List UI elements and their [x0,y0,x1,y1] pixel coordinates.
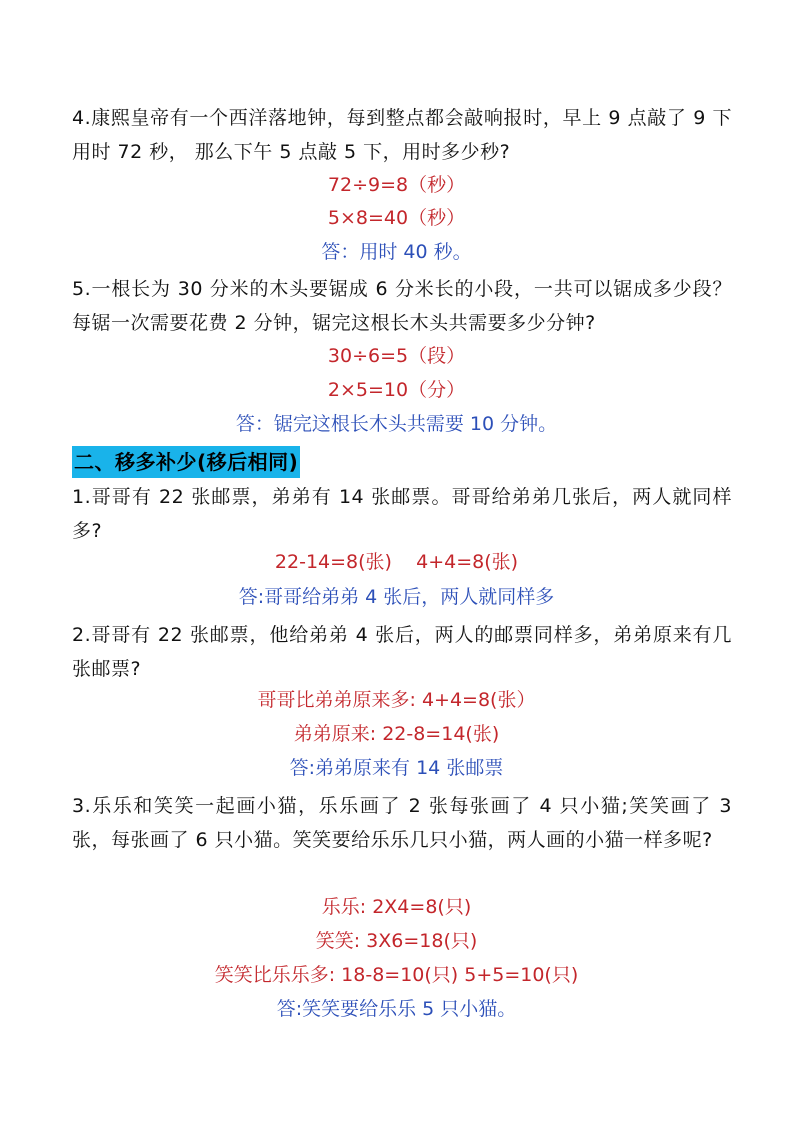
section-2-problem-3-step-3: 笑笑比乐乐多: 18-8=10(只) 5+5=10(只) [214,964,579,986]
section-2-problem-1-question: 1.哥哥有 22 张邮票，弟弟有 14 张邮票。哥哥给弟弟几张后，两人就同样多? [72,486,732,542]
section-2-problem-3-answer: 答:笑笑要给乐乐 5 只小猫。 [276,998,517,1020]
section-2-problem-3-step-1: 乐乐: 2X4=8(只) [321,896,472,918]
section-2-problem-2-question: 2.哥哥有 22 张邮票，他给弟弟 4 张后，两人的邮票同样多，弟弟原来有几张邮票? [72,624,732,680]
problem-4-step-2: 5×8=40（秒） [327,207,466,229]
problem-5-question: 5.一根长为 30 分米的木头要锯成 6 分米长的小段，一共可以锯成多少段？每锯一次需要花费 2 分钟，锯完这根长木头共需要多少分钟? [72,278,732,334]
section-2-problem-3-step-2: 笑笑: 3X6=18(只) [315,930,478,952]
section-2-heading: 二、移多补少(移后相同) [72,446,300,478]
section-2-problem-1-step-1: 22-14=8(张) 4+4=8(张) [274,551,519,573]
section-2-problem-3-question: 3.乐乐和笑笑一起画小猫，乐乐画了 2 张每张画了 4 只小猫;笑笑画了 3 张，每张画了 6 只小猫。笑笑要给乐乐几只小猫，两人画的小猫一样多呢? [72,795,732,851]
problem-5-step-1: 30÷6=5（段） [327,345,466,367]
problem-4-question: 4.康熙皇帝有一个西洋落地钟，每到整点都会敲响报时，早上 9 点敲了 9 下用时 72 秒， 那么下午 5 点敲 5 下，用时多少秒? [72,107,732,163]
section-2-problem-2-answer: 答:弟弟原来有 14 张邮票 [289,757,504,779]
problem-5-answer: 答：锯完这根长木头共需要 10 分钟。 [235,413,558,435]
problem-4-step-1: 72÷9=8（秒） [327,174,466,196]
problem-5-step-2: 2×5=10（分） [327,379,466,401]
section-2-problem-2-step-2: 弟弟原来: 22-8=14(张) [293,723,500,745]
problem-4-answer: 答：用时 40 秒。 [321,241,472,263]
section-2-problem-1-answer: 答:哥哥给弟弟 4 张后，两人就同样多 [238,586,555,608]
section-2-problem-2-step-1: 哥哥比弟弟原来多: 4+4=8(张） [257,689,536,711]
